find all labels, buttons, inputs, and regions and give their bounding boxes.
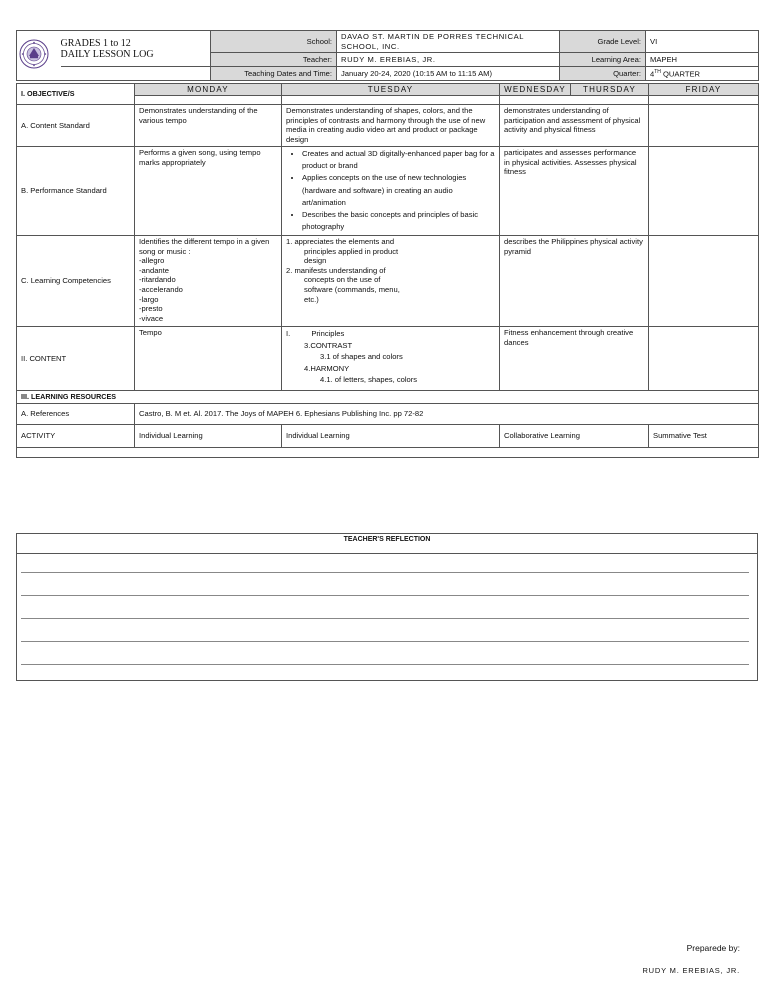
day-monday: MONDAY [135,84,282,96]
header-table [16,30,759,81]
learning-competencies-label: C. Learning Competencies [17,236,135,327]
performance-standard-label: B. Performance Standard [17,147,135,236]
list-item: 3.CONTRAST [304,340,353,350]
list-item: 3.1 of shapes and colors [320,352,403,361]
performance-standard-friday [649,147,759,236]
day-thursday: THURSDAY [571,84,649,96]
area-label: Learning Area: [560,53,646,67]
teacher-value: RUDY M. EREBIAS, JR. [337,53,560,67]
quarter-value [646,67,759,81]
list-item: concepts on the use of [304,275,381,285]
grade-label: Grade Level: [560,31,646,53]
references-label: A. References [17,403,135,424]
log-title [61,31,211,67]
school-label: School: [211,31,337,53]
school-value: DAVAO ST. MARTIN DE PORRES TECHNICAL SCHOOL, INC. [337,31,560,53]
content-standard-tuesday: Demonstrates understanding of shapes, colors, and the principles of contrasts and harmony through the use of new media in creating audio video art and product or package design [282,105,500,147]
lesson-log-table [16,83,759,458]
performance-standard-wednesday: participates and assesses performance in physical activities. Assesses physical fitness [500,147,649,236]
content-standard-friday [649,105,759,147]
list-item: -vivace [139,313,164,323]
blank-row [17,447,759,457]
dates-label: Teaching Dates and Time: [211,67,337,81]
deped-seal-icon [19,39,49,69]
title-spacer [61,67,211,81]
title-line1: GRADES 1 to 12 [60,37,131,49]
performance-standard-tuesday [282,147,500,236]
objectives-heading: I. OBJECTIVE/S [17,84,135,105]
content-tuesday [282,327,500,391]
references-value: Castro, B. M et. Al. 2017. The Joys of MAPEH 6. Ephesians Publishing Inc. pp 72-82 [135,403,759,424]
reflection-line[interactable] [21,664,749,665]
quarter-word: QUARTER [660,69,701,79]
deped-seal [17,31,61,81]
list-item: 1. appreciates the elements and [286,237,395,246]
dates-value: January 20-24, 2020 (10:15 AM to 11:15 AM) [337,67,560,81]
reflection-line[interactable] [21,641,749,642]
content-label: II. CONTENT [17,327,135,391]
performance-standard-monday: Performs a given song, using tempo marks appropriately [135,147,282,236]
day-friday: FRIDAY [649,84,759,96]
quarter-sup: TH [654,69,661,75]
list-item: -presto [139,304,163,314]
list-item: • Describes the basic concepts and principles of basic photography [302,209,495,233]
teacher-label: Teacher: [211,53,337,67]
list-item: 4.1. of letters, shapes, colors [320,375,418,384]
teacher-reflection-box [16,533,758,681]
day-tuesday: TUESDAY [282,84,500,96]
learning-competencies-wednesday: describes the Philippines physical activity pyramid [500,236,649,327]
list-item: -ritardando [139,275,176,285]
prepared-by-label: Preparede by: [686,943,740,953]
learning-competencies-tuesday [282,236,500,327]
reflection-line[interactable] [21,595,749,596]
day-wednesday: WEDNESDAY [500,84,571,96]
quarter-label: Quarter: [560,67,646,81]
grade-value: VI [646,31,759,53]
content-row [17,327,759,391]
activity-monday: Individual Learning [135,424,282,447]
performance-standard-row [17,147,759,236]
preparer-name: RUDY M. EREBIAS, JR. [642,966,740,975]
list-item: • Creates and actual 3D digitally-enhanced paper bag for a product or brand [302,148,495,172]
activity-row [17,424,759,447]
learning-resources-heading: III. LEARNING RESOURCES [17,391,759,404]
list-item: • Applies concepts on the use of new technologies (hardware and software) in creating an audio art/animation [302,172,495,209]
reflection-line[interactable] [21,572,749,573]
content-friday [649,327,759,391]
content-wednesday: Fitness enhancement through creative dances [500,327,649,391]
content-standard-monday: Demonstrates understanding of the various tempo [135,105,282,147]
activity-tuesday: Individual Learning [282,424,500,447]
list-item: Identifies the different tempo in a given song or music : [139,237,270,256]
reflection-line[interactable] [21,618,749,619]
list-item: 2. manifests understanding of [286,265,386,275]
list-item: -largo [139,294,159,304]
list-item: -accelerando [139,284,183,294]
list-item: design [304,256,327,266]
activity-wednesday: Collaborative Learning [500,424,649,447]
learning-competencies-friday [649,236,759,327]
list-item: principles applied in product [304,246,399,256]
list-item: software (commands, menu, [304,284,400,294]
list-item: 4.HARMONY [304,363,350,373]
learning-competencies-row [17,236,759,327]
list-item: -allegro [139,256,165,266]
learning-competencies-monday [135,236,282,327]
content-standard-row [17,105,759,147]
activity-friday: Summative Test [649,424,759,447]
list-item: -andante [139,265,169,275]
activity-label: ACTIVITY [17,424,135,447]
content-standard-label: A. Content Standard [17,105,135,147]
list-item: I. Principles [286,329,345,338]
content-standard-wednesday: demonstrates understanding of participation and assessment of physical activity and physical fitness [500,105,649,147]
quarter-num: 4 [650,69,655,79]
list-item: etc.) [304,294,319,304]
reflection-title: TEACHER'S REFLECTION [17,534,757,554]
title-line2: DAILY LESSON LOG [60,48,154,60]
content-monday: Tempo [135,327,282,391]
area-value: MAPEH [646,53,759,67]
